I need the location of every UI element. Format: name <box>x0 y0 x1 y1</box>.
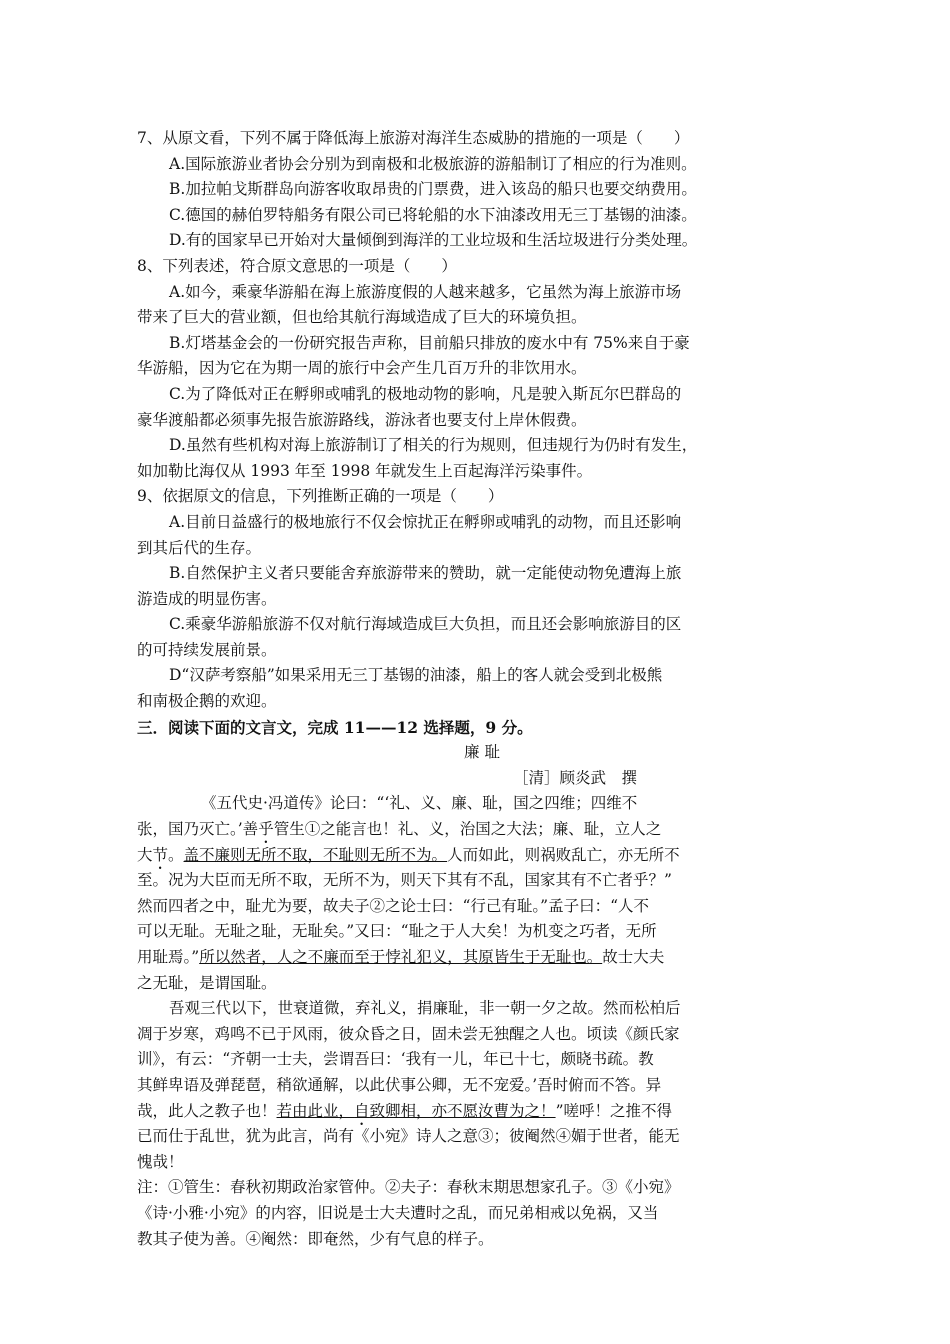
q8-option-a-line2: 带来了巨大的营业额，但也给其航行海域造成了巨大的环境负担。 <box>137 308 587 327</box>
q8-option-c-line1: C.为了降低对正在孵卵或哺乳的极地动物的影响，凡是驶入斯瓦尔巴群岛的 <box>169 384 682 403</box>
q9-option-b-line1: B.自然保护主义者只要能舍弃旅游带来的赞助，就一定能使动物免遭海上旅 <box>169 564 682 583</box>
passage-line: 至。况为大臣而无所不取，无所不为，则天下其有不乱，国家其有不亡者乎？” <box>137 871 672 890</box>
q8-stem: 8、下列表述，符合原文意思的一项是（ ） <box>137 256 457 275</box>
q9-option-a-line1: A.目前日益盛行的极地旅行不仅会惊扰正在孵卵或哺乳的动物，而且还影响 <box>169 512 682 531</box>
text-run: 致卿相，亦不愿汝曹为之！ <box>369 1101 556 1120</box>
q9-option-a-line2: 到其后代的生存。 <box>137 538 262 557</box>
text-run: ”嗟呼！之推不得 <box>555 1101 672 1120</box>
passage-line: 《五代史·冯道传》论曰：“‘礼、义、廉、耻，国之四维；四维不 <box>201 794 638 813</box>
q8-option-b-line1: B.灯塔基金会的一份研究报告声称，目前船只排放的废水中有 75%来自于豪 <box>169 333 690 352</box>
passage-line: 训》，有云：“齐朝一士夫，尝谓吾曰：‘我有一儿，年已十七，颇晓书疏。教 <box>137 1050 654 1069</box>
q9-option-c-line2: 的可持续发展前景。 <box>137 640 277 659</box>
text-run: 管生①之能言也！礼、义，治国之大法；廉、耻，立人之 <box>273 820 662 839</box>
text-run: 哉，此人之教子也！ <box>137 1101 277 1120</box>
passage-line: 然而四者之中，耻尤为要，故夫子②之论士曰：“行己有耻。”孟子曰：“人不 <box>137 896 650 915</box>
passage-line <box>137 817 827 843</box>
emphasized-char: 节 <box>152 845 169 864</box>
q8-option-c-line2: 豪华渡船都必须事先报告旅游路线，游泳者也要支付上岸休假费。 <box>137 410 587 429</box>
text-run: 张，国乃灭亡。’善 <box>137 820 259 839</box>
footnote-line: 《诗·小雅·小宛》的内容，旧说是士大夫遭时之乱，而兄弟相戒以免祸，又当 <box>137 1203 659 1222</box>
passage-line: 之无耻，是谓国耻。 <box>137 973 277 992</box>
q9-option-d-line1: D“汉萨考察船”如果采用无三丁基锡的油漆，船上的客人就会受到北极熊 <box>169 666 663 685</box>
text-run: 若由此业， <box>276 1101 355 1120</box>
exam-page <box>137 126 827 1252</box>
footnote-line: 教其子使为善。④阉然：即奄然，少有气息的样子。 <box>137 1229 494 1248</box>
passage-line: 其鲜卑语及弹琵琶，稍欲通解，以此伏事公卿，无不宠爱。’吾时俯而不答。异 <box>137 1075 662 1094</box>
section-heading: 三．阅读下面的文言文，完成 11——12 选择题，9 分。 <box>137 717 533 737</box>
q7-option-b: B.加拉帕戈斯群岛向游客收取昂贵的门票费，进入该岛的船只也要交纳费用。 <box>169 180 697 199</box>
q9-option-c-line1: C.乘豪华游船旅游不仅对航行海域造成巨大负担，而且还会影响旅游目的区 <box>169 615 682 634</box>
text-run: 。 <box>168 845 184 864</box>
emphasized-char: 乎 <box>258 820 274 839</box>
q7-stem: 7、从原文看，下列不属于降低海上旅游对海洋生态威胁的措施的一项是（ ） <box>137 129 690 147</box>
underlined-sentence: 所以然者，人之不廉而至于悖礼犯义，其原皆生于无耻也。 <box>199 948 603 966</box>
passage-title: 廉 耻 <box>464 743 500 762</box>
passage-line <box>137 843 827 869</box>
passage-line: 愧哉！ <box>137 1152 184 1171</box>
emphasized-char: 自 <box>354 1101 370 1120</box>
passage-line <box>137 945 827 971</box>
passage-line: 吾观三代以下，世衰道微，弃礼义，捐廉耻，非一朝一夕之故。然而松柏后 <box>169 999 681 1018</box>
q8-option-d-line2: 如加勒比海仅从 1993 年至 1998 年就发生上百起海洋污染事件。 <box>137 461 593 480</box>
passage-line: 凋于岁寒，鸡鸣不已于风雨，彼众昏之日，固未尝无独醒之人也。顷读《颜氏家 <box>137 1024 680 1043</box>
underlined-sentence: 盖不廉则无所不取，不耻则无所不为。 <box>183 845 448 864</box>
q7-option-c: C.德国的赫伯罗特船务有限公司已将轮船的水下油漆改用无三丁基锡的油漆。 <box>169 205 697 224</box>
text-run: 大 <box>137 845 153 864</box>
q9-stem: 9、依据原文的信息，下列推断正确的一项是（ ） <box>137 487 504 506</box>
passage-author: ［清］顾炎武 撰 <box>513 768 638 787</box>
underlined-sentence <box>277 1102 556 1120</box>
passage-line: 可以无耻。无耻之耻，无耻矣。”又曰：“耻之于人大矣！为机变之巧者，无所 <box>137 922 657 941</box>
q8-option-d-line1: D.虽然有些机构对海上旅游制订了相关的行为规则，但违规行为仍时有发生， <box>169 436 698 455</box>
text-run: 人而如此，则祸败乱亡，亦无所不 <box>447 845 680 864</box>
passage-line: 已而仕于乱世，犹为此言，尚有《小宛》诗人之意③；彼阉然④媚于世者，能无 <box>137 1127 680 1146</box>
text-run: 用耻焉。” <box>137 948 200 966</box>
q8-option-a-line1: A.如今，乘豪华游船在海上旅游度假的人越来越多，它虽然为海上旅游市场 <box>169 282 682 301</box>
text-run: 故士大夫 <box>602 948 665 966</box>
q9-option-d-line2: 和南极企鹅的欢迎。 <box>137 692 277 711</box>
q7-option-a: A.国际旅游业者协会分别为到南极和北极旅游的游船制订了相应的行为准则。 <box>169 154 697 173</box>
footnote-line: 注：①管生：春秋初期政治家管仲。②夫子：春秋末期思想家孔子。③《小宛》 <box>137 1178 680 1197</box>
passage-line <box>137 1099 827 1125</box>
q8-option-b-line2: 华游船，因为它在为期一周的旅行中会产生几百万升的非饮用水。 <box>137 359 587 378</box>
q9-option-b-line2: 游造成的明显伤害。 <box>137 589 277 608</box>
q7-option-d: D.有的国家早已开始对大量倾倒到海洋的工业垃圾和生活垃圾进行分类处理。 <box>169 231 698 250</box>
